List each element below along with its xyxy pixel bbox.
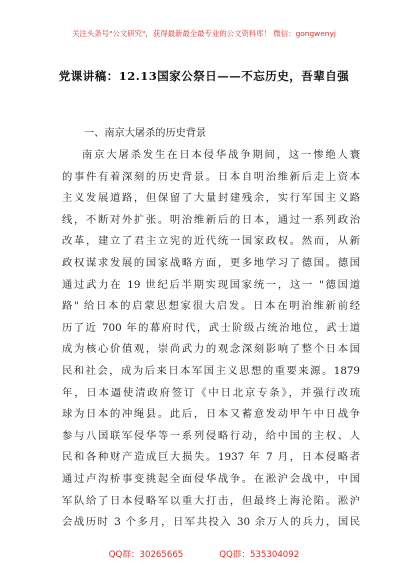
body-line: 历了近 700 年的幕府时代，武士阶级占统治地位，武士道 <box>62 321 360 334</box>
body-line: 政权谋求发展的国家战略方面，更多地学习了德国。德国 <box>62 256 360 269</box>
header-promo-note: 关注头条号"公文研究"，获得最新最全最专业的公文资料库！ 微信：gongwenyj <box>72 29 336 38</box>
body-line: 会战历时 3 个多月，日军共投入 30 余万人的兵力，国民 <box>62 516 360 529</box>
section-heading: 一、南京大屠杀的历史背景 <box>84 128 207 139</box>
body-line: 主义发展道路，但保留了大量封建残余，实行军国主义路 <box>62 192 360 205</box>
body-line: 参与八国联军侵华等一系列侵略行动，给中国的主权、人 <box>62 429 360 442</box>
body-line: 民和各种财产造成巨大损失。1937 年 7 月，日本侵略者 <box>62 451 360 464</box>
body-line: 民和社会，成为后来日本军国主义思想的重要来源。1879 <box>62 364 360 377</box>
document-title: 党课讲稿：12.13国家公祭日——不忘历史，吾辈自强 <box>58 69 350 83</box>
body-line: 通过卢沟桥事变挑起全面侵华战争。在淞沪会战中，中国 <box>62 472 360 485</box>
body-line: 的事件有着深刻的历史背景。日本自明治维新后走上资本 <box>62 170 360 183</box>
body-line: 年，日本逼使清政府签订《中日北京专条》，并强行改琉 <box>62 386 360 399</box>
body-line: 线，不断对外扩张。明治维新后的日本，通过一系列政治 <box>62 213 360 226</box>
body-text <box>62 145 360 534</box>
footer-qq-group-2: QQ群：535304092 <box>219 550 300 560</box>
body-line: 成为核心价值观，崇尚武力的观念深刻影响了整个日本国 <box>62 343 360 356</box>
body-line: 军队给了日本侵略军以重大打击，但最终上海沦陷。淞沪 <box>62 494 360 507</box>
body-line: 改革，建立了君主立宪的近代统一国家政权。然而，从新 <box>62 235 360 248</box>
footer-qq-group-1: QQ群：30265665 <box>108 550 184 560</box>
body-line: 路" 给日本的启蒙思想家很大启发。日本在明治维新前经 <box>62 300 360 313</box>
body-line: 通过武力在 19 世纪后半期实现国家统一，这一 "德国道 <box>62 278 360 291</box>
body-line: 球为日本的冲绳县。此后，日本又蓄意发动甲午中日战争 <box>62 408 360 421</box>
body-line: 南京大屠杀发生在日本侵华战争期间，这一惨绝人寰 <box>82 149 360 161</box>
footer-contact <box>0 548 408 560</box>
